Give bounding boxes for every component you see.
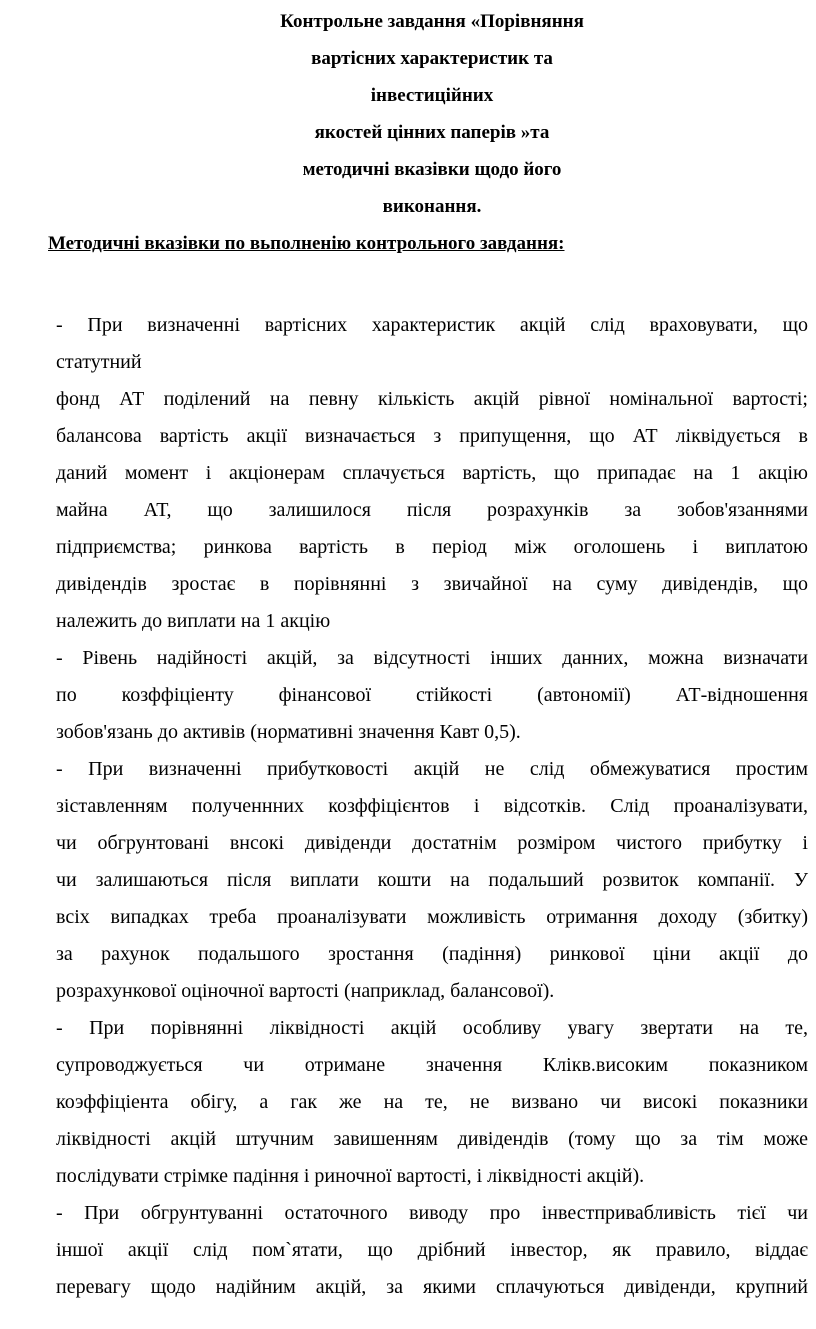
text-line: іншої акції слід пом`ятати, що дрібний інвестор, як правило, віддає: [56, 1239, 808, 1261]
text-line: перевагу щодо надійним акцій, за якими сплачуються дивіденди, крупний: [56, 1276, 808, 1298]
document-title: [56, 0, 808, 225]
text-line: фонд АТ поділений на певну кількість акцій рівної номінальної вартості;: [56, 388, 808, 410]
text-line: послідувати стрімке падіння і риночної вартості, і ліквідності акцій).: [56, 1165, 645, 1187]
text-line: статутний: [56, 351, 142, 373]
text-line: дивідендів зростає в порівнянні з звичайної на суму дивідендів, що: [56, 573, 808, 595]
text-line: даний момент і акціонерам сплачується вартість, що припадає на 1 акцію: [56, 462, 808, 484]
text-line: ліквідності акцій штучним завишенням дивідендів (тому що за тім може: [56, 1128, 808, 1150]
document-page: [48, 0, 808, 1298]
paragraph: [56, 751, 808, 1010]
paragraph: [56, 1010, 808, 1195]
body-text: [56, 307, 808, 1306]
text-line: - Рівень надійності акцій, за відсутності інших данних, можна визначати: [56, 647, 808, 669]
text-line: майна АТ, що залишилося після розрахунків за зобов'язаннями: [56, 499, 808, 521]
paragraph: [56, 307, 808, 640]
text-line: балансова вартість акції визначається з припущення, що АТ ліквідується в: [56, 425, 808, 447]
text-line: всіх випадках треба проаналізувати можливість отримання доходу (збитку): [56, 906, 808, 928]
text-line: чи обгрунтовані внсокі дивіденди достатнім розміром чистого прибутку і: [56, 832, 808, 854]
paragraph: [56, 640, 808, 751]
text-line: підприємства; ринкова вартість в період між оголошень і виплатою: [56, 536, 808, 558]
title-line-1: Контрольне завдання «Порівняння: [280, 11, 584, 32]
title-line-2: вартісних характеристик та: [311, 48, 553, 69]
text-line: - При визначенні прибутковості акцій не слід обмежуватися простим: [56, 758, 808, 780]
text-line: - При визначенні вартісних характеристик акцій слід враховувати, що: [56, 314, 808, 336]
text-line: зобов'язань до активів (нормативні значення Кавт 0,5).: [56, 721, 521, 743]
title-line-3: інвестиційних: [370, 85, 494, 106]
title-line-4: якостей цінних паперів »та: [314, 122, 550, 143]
text-line: чи залишаються після виплати кошти на подальший розвиток компанії. У: [56, 869, 808, 891]
text-line: - При порівнянні ліквідності акцій особливу увагу звертати на те,: [56, 1017, 808, 1039]
title-line-5: методичні вказівки щодо його: [302, 159, 562, 180]
section-subheading: Методичні вказівки по вьполненію контрольного завдання:: [48, 233, 565, 254]
paragraph: [56, 1195, 808, 1306]
text-line: коэффіціента обігу, а гак же на те, не визвано чи високі показники: [56, 1091, 808, 1113]
title-line-6: виконання.: [382, 196, 482, 217]
text-line: супроводжується чи отримане значення Клікв.високим показником: [56, 1054, 808, 1076]
text-line: за рахунок подальшого зростання (падіння) ринкової ціни акції до: [56, 943, 808, 965]
text-line: розрахункової оціночної вартості (наприклад, балансової).: [56, 980, 555, 1002]
text-line: - При обгрунтуванні остаточного виводу про інвестпривабливість тієї чи: [56, 1202, 808, 1224]
text-line: зіставленням полученнних козффіцієнтов і відсотків. Слід проаналізувати,: [56, 795, 808, 817]
text-line: належить до виплати на 1 акцію: [56, 610, 331, 632]
text-line: по козффіціенту фінансової стійкості (автономії) АТ-відношення: [56, 684, 808, 706]
